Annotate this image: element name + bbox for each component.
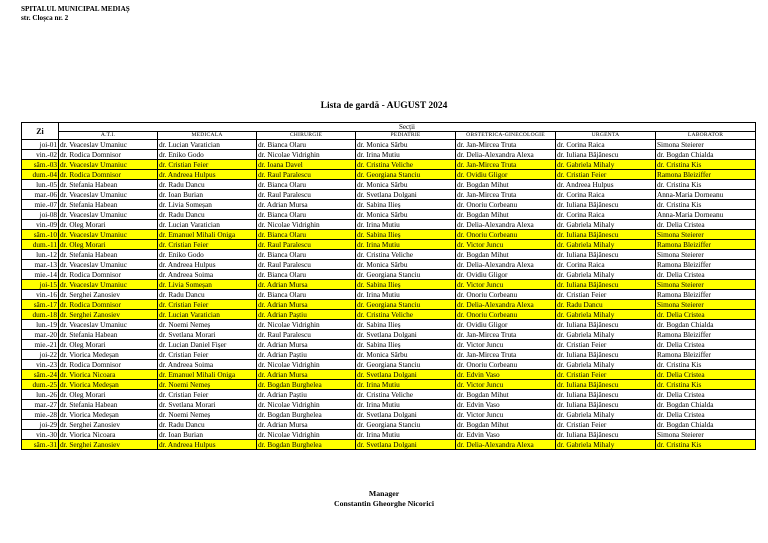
doctor-cell: dr. Delia-Alexandra Alexa (456, 150, 556, 160)
day-cell: dum.-18 (22, 310, 59, 320)
doctor-cell: dr. Veaceslav Umaniuc (59, 210, 158, 220)
doctor-cell: Ramona Bleiziffer (656, 350, 756, 360)
doctor-cell: dr. Bianca Olaru (257, 180, 356, 190)
doctor-cell: dr. Delia-Alexandra Alexa (456, 220, 556, 230)
table-row (22, 400, 756, 410)
doctor-cell: dr. Iuliana Bâjănescu (556, 350, 656, 360)
doctor-cell: dr. Irina Mutiu (356, 430, 456, 440)
doctor-cell: dr. Emanuel Mihali Oniga (158, 230, 257, 240)
doctor-cell: dr. Viorica Nicoara (59, 430, 158, 440)
doctor-cell: dr. Lucian Varatician (158, 140, 257, 150)
doctor-cell: dr. Svetlana Dolgani (356, 330, 456, 340)
doctor-cell: Ramona Bleiziffer (656, 290, 756, 300)
doctor-cell: dr. Radu Dancu (158, 290, 257, 300)
doctor-cell: dr. Gabriela Mihaly (556, 240, 656, 250)
doctor-cell: dr. Corina Raica (556, 210, 656, 220)
doctor-cell: dr. Gabriela Mihaly (556, 410, 656, 420)
doctor-cell: dr. Serghei Zanosiev (59, 310, 158, 320)
doctor-cell: dr. Adrian Mursa (257, 300, 356, 310)
doctor-cell: dr. Svetlana Morari (158, 330, 257, 340)
doctor-cell: dr. Adrian Mursa (257, 340, 356, 350)
doctor-cell: dr. Nicolae Vidrighin (257, 220, 356, 230)
doctor-cell: dr. Edvin Vaso (456, 400, 556, 410)
day-cell: dum.-11 (22, 240, 59, 250)
doctor-cell: dr. Bogdan Mihut (456, 390, 556, 400)
doctor-cell: dr. Gabriela Mihaly (556, 360, 656, 370)
doctor-cell: dr. Monica Sârbu (356, 210, 456, 220)
column-header-row (22, 132, 756, 140)
doctor-cell: dr. Monica Sârbu (356, 260, 456, 270)
doctor-cell: dr. Georgiana Stanciu (356, 360, 456, 370)
day-cell: vin.-02 (22, 150, 59, 160)
doctor-cell: dr. Andreea Hulpus (556, 180, 656, 190)
doctor-cell: dr. Irina Mutiu (356, 150, 456, 160)
doctor-cell: dr. Radu Dancu (158, 180, 257, 190)
doctor-cell: dr. Cristina Veliche (356, 160, 456, 170)
doctor-cell: dr. Veaceslav Umaniuc (59, 320, 158, 330)
doctor-cell: dr. Sabina Ilieș (356, 200, 456, 210)
day-cell: joi-22 (22, 350, 59, 360)
doctor-cell: dr. Onoriu Corbeanu (456, 200, 556, 210)
day-cell: mar.-20 (22, 330, 59, 340)
doctor-cell: dr. Oleg Morari (59, 340, 158, 350)
doctor-cell: dr. Cristina Kis (656, 180, 756, 190)
doctor-cell: dr. Onoriu Corbeanu (456, 290, 556, 300)
doctor-cell: dr. Bogdan Burghelea (257, 410, 356, 420)
doctor-cell: dr. Lucian Varatician (158, 220, 257, 230)
doctor-cell: dr. Nicolae Vidrighin (257, 360, 356, 370)
column-header: CHIRURGIE (257, 132, 356, 140)
doctor-cell: dr. Svetlana Dolgani (356, 370, 456, 380)
manager-role: Manager (368, 489, 400, 498)
day-cell: sâm.-03 (22, 160, 59, 170)
doctor-cell: dr. Corina Raica (556, 140, 656, 150)
table-row (22, 150, 756, 160)
doctor-cell: dr. Serghei Zanosiev (59, 420, 158, 430)
doctor-cell: dr. Iuliana Bâjănescu (556, 430, 656, 440)
doctor-cell: dr. Bogdan Chialda (656, 150, 756, 160)
doctor-cell: dr. Adrian Mursa (257, 200, 356, 210)
doctor-cell: dr. Iuliana Bâjănescu (556, 390, 656, 400)
doctor-cell: dr. Raul Paralescu (257, 330, 356, 340)
doctor-cell: dr. Bianca Olaru (257, 290, 356, 300)
doctor-cell: dr. Gabriela Mihaly (556, 270, 656, 280)
doctor-cell: dr. Bogdan Mihut (456, 250, 556, 260)
doctor-cell: Simona Steierer (656, 250, 756, 260)
doctor-cell: dr. Noemi Nemeș (158, 410, 257, 420)
day-cell: sâm.-17 (22, 300, 59, 310)
doctor-cell: dr. Cristian Feier (158, 390, 257, 400)
doctor-cell: dr. Cristina Kis (656, 440, 756, 450)
doctor-cell: dr. Ioan Burian (158, 430, 257, 440)
doctor-cell: dr. Stefania Habean (59, 250, 158, 260)
doctor-cell: dr. Sabina Ilieș (356, 230, 456, 240)
day-cell: vin.-23 (22, 360, 59, 370)
doctor-cell: dr. Cristian Feier (556, 420, 656, 430)
table-row (22, 170, 756, 180)
doctor-cell: dr. Irina Mutiu (356, 290, 456, 300)
doctor-cell: dr. Viorica Nicoara (59, 370, 158, 380)
table-row (22, 350, 756, 360)
doctor-cell: dr. Gabriela Mihaly (556, 310, 656, 320)
doctor-cell: dr. Bianca Olaru (257, 210, 356, 220)
doctor-cell: dr. Iuliana Bâjănescu (556, 280, 656, 290)
doctor-cell: dr. Veaceslav Umaniuc (59, 280, 158, 290)
doctor-cell: dr. Victor Juncu (456, 380, 556, 390)
doctor-cell: dr. Onoriu Corbeanu (456, 360, 556, 370)
doctor-cell: dr. Bogdan Chialda (656, 320, 756, 330)
day-cell: sâm.-10 (22, 230, 59, 240)
doctor-cell: dr. Ioana Davel (257, 160, 356, 170)
doctor-cell: dr. Corina Raica (556, 190, 656, 200)
doctor-cell: dr. Veaceslav Umaniuc (59, 160, 158, 170)
doctor-cell: dr. Veaceslav Umaniuc (59, 190, 158, 200)
duty-roster-table (21, 122, 756, 450)
doctor-cell: dr. Victor Juncu (456, 240, 556, 250)
doctor-cell: dr. Bogdan Mihut (456, 420, 556, 430)
doctor-cell: dr. Serghei Zanosiev (59, 440, 158, 450)
doctor-cell: dr. Bogdan Burghelea (257, 440, 356, 450)
day-cell: lun.-12 (22, 250, 59, 260)
doctor-cell: dr. Monica Sârbu (356, 350, 456, 360)
doctor-cell: dr. Raul Paralescu (257, 240, 356, 250)
doctor-cell: dr. Bogdan Mihut (456, 210, 556, 220)
table-row (22, 340, 756, 350)
table-row (22, 410, 756, 420)
doctor-cell: dr. Cristina Kis (656, 160, 756, 170)
day-cell: mie.-28 (22, 410, 59, 420)
doctor-cell: Simona Steierer (656, 230, 756, 240)
doctor-cell: dr. Monica Sârbu (356, 180, 456, 190)
doctor-cell: Simona Steierer (656, 140, 756, 150)
table-row (22, 440, 756, 450)
day-cell: mie.-14 (22, 270, 59, 280)
doctor-cell: dr. Irina Mutiu (356, 220, 456, 230)
doctor-cell: dr. Andreea Hulpus (158, 170, 257, 180)
doctor-cell: dr. Nicolae Vidrighin (257, 400, 356, 410)
table-row (22, 230, 756, 240)
day-cell: vin.-30 (22, 430, 59, 440)
doctor-cell: dr. Andreea Hulpus (158, 440, 257, 450)
day-cell: sâm.-24 (22, 370, 59, 380)
doctor-cell: dr. Stefania Habean (59, 200, 158, 210)
day-cell: lun.-19 (22, 320, 59, 330)
hospital-header (21, 5, 130, 23)
column-header: URGENTA (556, 132, 656, 140)
hospital-name: SPITALUL MUNICIPAL MEDIAȘ (21, 5, 130, 13)
doctor-cell: dr. Ovidiu Gligor (456, 270, 556, 280)
doctor-cell: dr. Adrian Mursa (257, 370, 356, 380)
table-row (22, 160, 756, 170)
doctor-cell: dr. Serghei Zanosiev (59, 290, 158, 300)
doctor-cell: Simona Steierer (656, 430, 756, 440)
day-cell: mar.-13 (22, 260, 59, 270)
doctor-cell: dr. Stefania Habean (59, 400, 158, 410)
doctor-cell: dr. Jan-Mircea Truta (456, 350, 556, 360)
day-cell: joi-08 (22, 210, 59, 220)
doctor-cell: dr. Irina Mutiu (356, 400, 456, 410)
day-column-header: Zi (22, 123, 59, 140)
doctor-cell: dr. Oleg Morari (59, 240, 158, 250)
day-cell: mar.-06 (22, 190, 59, 200)
doctor-cell: dr. Bogdan Chialda (656, 420, 756, 430)
doctor-cell: dr. Nicolae Vidrighin (257, 150, 356, 160)
doctor-cell: Anna-Maria Dorneanu (656, 210, 756, 220)
doctor-cell: dr. Delia-Alexandra Alexa (456, 440, 556, 450)
doctor-cell: dr. Cristian Feier (556, 370, 656, 380)
doctor-cell: dr. Radu Dancu (556, 300, 656, 310)
doctor-cell: dr. Bogdan Mihut (456, 180, 556, 190)
doctor-cell: dr. Sabina Ilieș (356, 320, 456, 330)
table-row (22, 140, 756, 150)
doctor-cell: dr. Rodica Domnisor (59, 360, 158, 370)
doctor-cell: dr. Cristina Veliche (356, 250, 456, 260)
doctor-cell: dr. Delia Cristea (656, 310, 756, 320)
doctor-cell: dr. Monica Sârbu (356, 140, 456, 150)
doctor-cell: dr. Cristina Kis (656, 200, 756, 210)
doctor-cell: dr. Lucian Varatician (158, 310, 257, 320)
doctor-cell: dr. Rodica Domnisor (59, 150, 158, 160)
day-cell: joi-29 (22, 420, 59, 430)
doctor-cell: dr. Cristina Veliche (356, 390, 456, 400)
doctor-cell: dr. Nicolae Vidrighin (257, 320, 356, 330)
doctor-cell: dr. Iuliana Bâjănescu (556, 200, 656, 210)
table-row (22, 190, 756, 200)
doctor-cell: dr. Cristian Feier (556, 290, 656, 300)
roster-body (22, 140, 756, 450)
doctor-cell: dr. Raul Paralescu (257, 190, 356, 200)
doctor-cell: dr. Delia Cristea (656, 370, 756, 380)
doctor-cell: dr. Livia Someșan (158, 200, 257, 210)
doctor-cell: dr. Emanuel Mihali Oniga (158, 370, 257, 380)
doctor-cell: dr. Georgiana Stanciu (356, 270, 456, 280)
day-cell: lun.-05 (22, 180, 59, 190)
doctor-cell: dr. Andreea Soima (158, 270, 257, 280)
manager-name: Constantin Gheorghe Nicorici (333, 499, 435, 508)
doctor-cell: dr. Irina Mutiu (356, 240, 456, 250)
doctor-cell: dr. Irina Mutiu (356, 380, 456, 390)
doctor-cell: dr. Victor Juncu (456, 410, 556, 420)
doctor-cell: dr. Delia-Alexandra Alexa (456, 300, 556, 310)
table-row (22, 280, 756, 290)
doctor-cell: dr. Cristina Veliche (356, 310, 456, 320)
doctor-cell: dr. Iuliana Bâjănescu (556, 320, 656, 330)
day-cell: dum.-04 (22, 170, 59, 180)
doctor-cell: dr. Onoriu Corbeanu (456, 230, 556, 240)
table-row (22, 270, 756, 280)
table-row (22, 420, 756, 430)
doctor-cell: dr. Svetlana Morari (158, 400, 257, 410)
day-cell: mar.-27 (22, 400, 59, 410)
day-cell: lun.-26 (22, 390, 59, 400)
doctor-cell: dr. Viorica Medeșan (59, 410, 158, 420)
doctor-cell: dr. Bianca Olaru (257, 250, 356, 260)
doctor-cell: dr. Andreea Soima (158, 360, 257, 370)
table-row (22, 290, 756, 300)
doctor-cell: Ramona Bleiziffer (656, 170, 756, 180)
doctor-cell: dr. Cristina Kis (656, 380, 756, 390)
table-row (22, 370, 756, 380)
doctor-cell: dr. Stefania Habean (59, 180, 158, 190)
table-row (22, 220, 756, 230)
column-header: MEDICALA (158, 132, 257, 140)
doctor-cell: dr. Jan-Mircea Truta (456, 160, 556, 170)
doctor-cell: dr. Radu Dancu (158, 420, 257, 430)
doctor-cell: dr. Andreea Hulpus (158, 260, 257, 270)
table-row (22, 260, 756, 270)
doctor-cell: dr. Adrian Paștiu (257, 350, 356, 360)
doctor-cell: dr. Georgiana Stanciu (356, 170, 456, 180)
doctor-cell: dr. Edvin Vaso (456, 430, 556, 440)
doctor-cell: dr. Delia Cristea (656, 270, 756, 280)
doctor-cell: dr. Veaceslav Umaniuc (59, 140, 158, 150)
doctor-cell: dr. Iuliana Bâjănescu (556, 400, 656, 410)
doctor-cell: dr. Iuliana Bâjănescu (556, 380, 656, 390)
table-row (22, 180, 756, 190)
doctor-cell: dr. Livia Someșan (158, 280, 257, 290)
doctor-cell: Ramona Bleiziffer (656, 240, 756, 250)
doctor-cell: dr. Eniko Godo (158, 150, 257, 160)
doctor-cell: dr. Viorica Medeșan (59, 350, 158, 360)
column-header: LABORATOR (656, 132, 756, 140)
doctor-cell: dr. Bianca Olaru (257, 140, 356, 150)
day-cell: vin.-16 (22, 290, 59, 300)
doctor-cell: dr. Eniko Godo (158, 250, 257, 260)
table-row (22, 300, 756, 310)
doctor-cell: dr. Adrian Mursa (257, 420, 356, 430)
doctor-cell: dr. Raul Paralescu (257, 170, 356, 180)
doctor-cell: dr. Bianca Olaru (257, 230, 356, 240)
doctor-cell: dr. Bianca Olaru (257, 270, 356, 280)
day-cell: mie.-07 (22, 200, 59, 210)
doctor-cell: dr. Radu Dancu (158, 210, 257, 220)
day-cell: mie.-21 (22, 340, 59, 350)
doctor-cell: dr. Cristian Feier (158, 300, 257, 310)
doctor-cell: dr. Ovidiu Gligor (456, 320, 556, 330)
table-row (22, 320, 756, 330)
doctor-cell: dr. Svetlana Dolgani (356, 190, 456, 200)
doctor-cell: dr. Iuliana Bâjănescu (556, 230, 656, 240)
doctor-cell: dr. Edvin Vaso (456, 370, 556, 380)
doctor-cell: dr. Noemi Nemeș (158, 320, 257, 330)
doctor-cell: dr. Oleg Morari (59, 390, 158, 400)
doctor-cell: dr. Victor Juncu (456, 340, 556, 350)
doctor-cell: dr. Veaceslav Umaniuc (59, 230, 158, 240)
doctor-cell: dr. Adrian Paștiu (257, 310, 356, 320)
doctor-cell: dr. Noemi Nemeș (158, 380, 257, 390)
doctor-cell: dr. Delia Cristea (656, 340, 756, 350)
day-cell: joi-01 (22, 140, 59, 150)
doctor-cell: dr. Gabriela Mihaly (556, 220, 656, 230)
doctor-cell: dr. Cristian Feier (556, 170, 656, 180)
table-row (22, 200, 756, 210)
doctor-cell: dr. Corina Raica (556, 260, 656, 270)
doctor-cell: dr. Cristina Kis (656, 360, 756, 370)
doctor-cell: dr. Victor Juncu (456, 280, 556, 290)
doctor-cell: dr. Svetlana Dolgani (356, 410, 456, 420)
table-row (22, 390, 756, 400)
doctor-cell: dr. Cristian Feier (556, 340, 656, 350)
doctor-cell: Anna-Maria Dorneanu (656, 190, 756, 200)
doctor-cell: dr. Svetlana Dolgani (356, 440, 456, 450)
column-header: PEDIATRIE (356, 132, 456, 140)
day-cell: vin.-09 (22, 220, 59, 230)
doctor-cell: dr. Adrian Paștiu (257, 390, 356, 400)
doctor-cell: dr. Veaceslav Umaniuc (59, 260, 158, 270)
document-title: Lista de gardă - AUGUST 2024 (320, 101, 448, 111)
doctor-cell: dr. Adrian Mursa (257, 280, 356, 290)
doctor-cell: dr. Rodica Domnisor (59, 170, 158, 180)
doctor-cell: Simona Steierer (656, 280, 756, 290)
doctor-cell: dr. Ovidiu Gligor (456, 170, 556, 180)
doctor-cell: dr. Rodica Domnisor (59, 300, 158, 310)
doctor-cell: dr. Georgiana Stanciu (356, 300, 456, 310)
table-row (22, 430, 756, 440)
doctor-cell: dr. Jan-Mircea Truta (456, 330, 556, 340)
doctor-cell: dr. Nicolae Vidrighin (257, 430, 356, 440)
doctor-cell: dr. Stefania Habean (59, 330, 158, 340)
doctor-cell: dr. Gabriela Mihaly (556, 440, 656, 450)
doctor-cell: Ramona Bleiziffer (656, 260, 756, 270)
doctor-cell: dr. Iuliana Bâjănescu (556, 250, 656, 260)
doctor-cell: dr. Bogdan Burghelea (257, 380, 356, 390)
doctor-cell: dr. Oleg Morari (59, 220, 158, 230)
table-row (22, 310, 756, 320)
table-row (22, 360, 756, 370)
column-header: A.T.I. (59, 132, 158, 140)
table-row (22, 330, 756, 340)
doctor-cell: dr. Delia Cristea (656, 410, 756, 420)
table-row (22, 240, 756, 250)
doctor-cell: Ramona Bleiziffer (656, 330, 756, 340)
table-row (22, 250, 756, 260)
doctor-cell: dr. Jan-Mircea Truta (456, 140, 556, 150)
table-row (22, 210, 756, 220)
doctor-cell: dr. Iuliana Bâjănescu (556, 150, 656, 160)
doctor-cell: dr. Cristian Feier (158, 160, 257, 170)
doctor-cell: dr. Delia-Alexandra Alexa (456, 260, 556, 270)
column-header: OBSTETRICA-GINECOLOGIE (456, 132, 556, 140)
table-row (22, 380, 756, 390)
doctor-cell: dr. Gabriela Mihaly (556, 160, 656, 170)
day-cell: dum.-25 (22, 380, 59, 390)
day-cell: sâm.-31 (22, 440, 59, 450)
doctor-cell: dr. Sabina Ilieș (356, 340, 456, 350)
doctor-cell: dr. Jan-Mircea Truta (456, 190, 556, 200)
doctor-cell: dr. Sabina Ilieș (356, 280, 456, 290)
doctor-cell: Simona Steierer (656, 300, 756, 310)
doctor-cell: dr. Gabriela Mihaly (556, 330, 656, 340)
doctor-cell: dr. Lucian Daniel Fișer (158, 340, 257, 350)
doctor-cell: dr. Ioan Burian (158, 190, 257, 200)
doctor-cell: dr. Cristian Feier (158, 350, 257, 360)
doctor-cell: dr. Cristian Feier (158, 240, 257, 250)
doctor-cell: dr. Rodica Domnisor (59, 270, 158, 280)
doctor-cell: dr. Raul Paralescu (257, 260, 356, 270)
doctor-cell: dr. Bogdan Chialda (656, 400, 756, 410)
doctor-cell: dr. Delia Cristea (656, 220, 756, 230)
hospital-address: str. Cloșca nr. 2 (21, 14, 69, 22)
doctor-cell: dr. Georgiana Stanciu (356, 420, 456, 430)
sections-header: Secții (59, 123, 756, 132)
day-cell: joi-15 (22, 280, 59, 290)
doctor-cell: dr. Delia Cristea (656, 390, 756, 400)
doctor-cell: dr. Onoriu Corbeanu (456, 310, 556, 320)
doctor-cell: dr. Viorica Medeșan (59, 380, 158, 390)
